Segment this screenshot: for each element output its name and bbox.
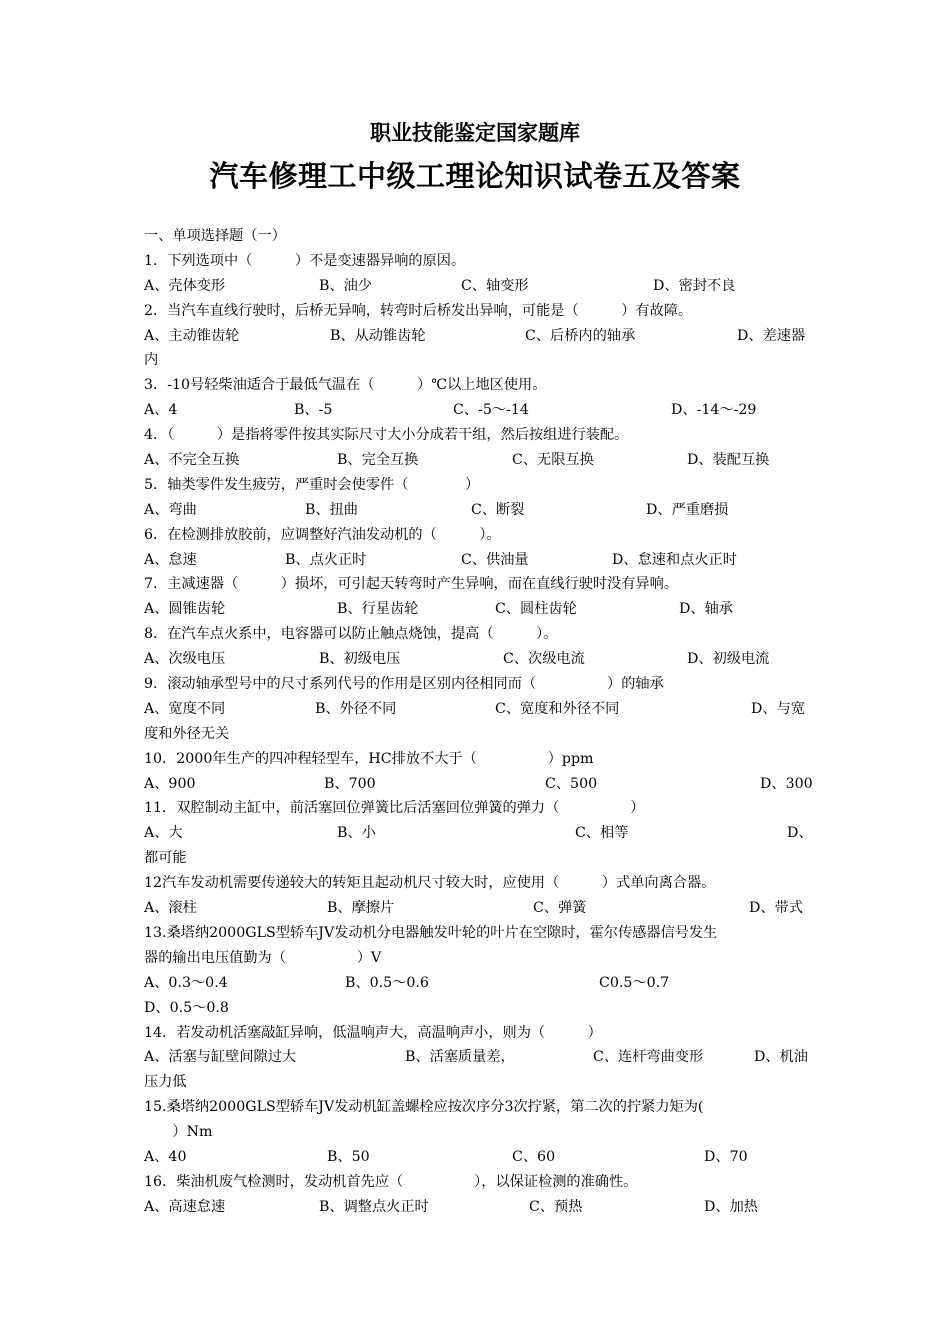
option-c: C、断裂 xyxy=(471,501,525,518)
option-c: C、60 xyxy=(512,1148,556,1165)
question-options xyxy=(144,1195,808,1220)
option-b: B、外径不同 xyxy=(315,700,397,717)
question-options xyxy=(144,498,808,523)
option-c: C、弹簧 xyxy=(533,900,587,917)
option-c: C、供油量 xyxy=(461,551,529,568)
section-title: 一、单项选择题（一） xyxy=(144,228,286,244)
question-options xyxy=(144,1145,808,1170)
question-stem: 14．若发动机活塞敲缸异响，低温响声大，高温响声小，则为（ ） xyxy=(144,1024,602,1041)
option-a: A、宽度不同 xyxy=(144,700,226,717)
option-a: A、滚柱 xyxy=(144,900,197,917)
question-stem: 1．下列选项中（ ）不是变速器异响的原因。 xyxy=(144,252,466,269)
question-options xyxy=(144,821,813,846)
option-b: B、小 xyxy=(337,825,376,842)
option-b: B、活塞质量差， xyxy=(405,1049,515,1066)
option-a: A、次级电压 xyxy=(144,651,226,668)
option-a: A、40 xyxy=(144,1148,187,1165)
option-d: D、严重磨损 xyxy=(646,501,729,518)
option-a: A、4 xyxy=(144,402,178,419)
option-c: C、连杆弯曲变形 xyxy=(593,1049,704,1066)
option-c: C、宽度和外径不同 xyxy=(495,700,620,717)
question-options xyxy=(144,324,808,349)
option-d: D、装配互换 xyxy=(687,452,770,469)
option-a: A、弯曲 xyxy=(144,501,197,518)
option-a: A、圆锥齿轮 xyxy=(144,601,226,618)
option-a: A、不完全互换 xyxy=(144,452,240,469)
question-options xyxy=(144,448,808,473)
question-options xyxy=(144,697,808,722)
option-continuation: 度和外径无关 xyxy=(144,725,230,742)
option-a: A、900 xyxy=(144,775,196,792)
question-options xyxy=(144,274,808,299)
option-c: C、圆柱齿轮 xyxy=(495,601,577,618)
question-stem: 7．主减速器（ ）损坏，可引起天转弯时产生异响，而在直线行驶时没有异响。 xyxy=(144,576,678,593)
question-options xyxy=(144,772,813,797)
option-d: D、与宽 xyxy=(751,700,805,717)
question-stem: 10．2000年生产的四冲程轻型车，HC排放不大于（ ）ppm xyxy=(144,750,594,767)
question-stem: 4．（ ）是指将零件按其实际尺寸大小分成若干组，然后按组进行装配。 xyxy=(144,427,629,444)
question-stem: 6．在检测排放胶前，应调整好汽油发动机的（ ）。 xyxy=(144,526,501,543)
option-b: B、700 xyxy=(324,775,376,792)
option-a: A、活塞与缸壁间隙过大 xyxy=(144,1049,297,1066)
question-stem-continuation: ）Nm xyxy=(144,1124,213,1141)
option-b: B、-5 xyxy=(294,402,333,419)
option-d: D、机油 xyxy=(754,1049,808,1066)
question-options xyxy=(144,398,808,423)
option-a: A、主动锥齿轮 xyxy=(144,327,240,344)
option-d: D、怠速和点火正时 xyxy=(612,551,737,568)
option-c: C、-5～-14 xyxy=(453,402,529,419)
question-list xyxy=(144,224,813,1220)
option-d: D、300 xyxy=(760,775,813,792)
question-options xyxy=(144,1045,808,1070)
option-d: D、初级电流 xyxy=(687,651,770,668)
option-b: B、完全互换 xyxy=(337,452,419,469)
option-c: C、轴变形 xyxy=(461,277,529,294)
option-d: D、密封不良 xyxy=(653,277,736,294)
question-options xyxy=(144,896,808,921)
option-d: D、 xyxy=(787,825,813,842)
question-options xyxy=(144,548,808,573)
document-title-line2: 汽车修理工中级工理论知识试卷五及答案 xyxy=(209,159,741,193)
question-stem-continuation: 器的输出电压值勤为（ ）V xyxy=(144,949,382,966)
option-continuation: 内 xyxy=(144,352,159,369)
question-options xyxy=(144,647,808,672)
document-title-line1: 职业技能鉴定国家题库 xyxy=(370,121,580,145)
option-c: C、无限互换 xyxy=(512,452,594,469)
option-continuation: 压力低 xyxy=(144,1074,187,1091)
option-d: D、-14～-29 xyxy=(671,402,757,419)
option-c: C、次级电流 xyxy=(503,651,585,668)
option-a: A、壳体变形 xyxy=(144,277,226,294)
option-d: D、轴承 xyxy=(679,601,733,618)
question-stem: 13.桑塔纳2000GLS型轿车JV发动机分电器触发叶轮的叶片在空隙时，霍尔传感器信号发生 xyxy=(144,924,718,941)
option-c: C、相等 xyxy=(575,825,629,842)
option-b: B、从动锥齿轮 xyxy=(330,327,426,344)
question-stem: 8．在汽车点火系中，电容器可以防止触点烧蚀，提高（ ）。 xyxy=(144,626,558,643)
option-a: A、0.3～0.4 xyxy=(144,974,228,991)
option-d: D、0.5～0.8 xyxy=(144,999,229,1016)
option-d: D、差速器 xyxy=(737,327,806,344)
question-stem: 9．滚动轴承型号中的尺寸系列代号的作用是区别内径相同而（ ）的轴承 xyxy=(144,676,664,693)
question-stem: 16．柴油机废气检测时，发动机首先应（ ），以保证检测的准确性。 xyxy=(144,1173,638,1190)
option-c: C0.5～0.7 xyxy=(599,974,670,991)
option-c: C、预热 xyxy=(529,1198,583,1215)
question-stem: 2．当汽车直线行驶时，后桥无异响，转弯时后桥发出异响，可能是（ ）有故障。 xyxy=(144,302,693,319)
option-b: B、摩擦片 xyxy=(327,900,395,917)
option-b: B、50 xyxy=(327,1148,370,1165)
question-stem: 3．-10号轻柴油适合于最低气温在（ ）℃以上地区使用。 xyxy=(144,377,547,394)
option-continuation: 都可能 xyxy=(144,850,187,867)
option-b: B、初级电压 xyxy=(319,651,401,668)
question-stem: 12汽车发动机需要传递较大的转矩且起动机尺寸较大时，应使用（ ）式单向离合器。 xyxy=(144,875,716,892)
question-options xyxy=(144,971,808,996)
option-a: A、高速怠速 xyxy=(144,1198,226,1215)
question-options xyxy=(144,597,808,622)
option-c: C、后桥内的轴承 xyxy=(525,327,636,344)
question-stem: 11．双腔制动主缸中，前活塞回位弹簧比后活塞回位弹簧的弹力（ ） xyxy=(144,800,645,817)
option-d: D、带式 xyxy=(749,900,803,917)
option-b: B、点火正时 xyxy=(285,551,367,568)
option-b: B、0.5～0.6 xyxy=(345,974,429,991)
option-b: B、油少 xyxy=(319,277,372,294)
option-d: D、70 xyxy=(704,1148,748,1165)
option-b: B、调整点火正时 xyxy=(319,1198,429,1215)
option-b: B、行星齿轮 xyxy=(337,601,419,618)
option-a: A、怠速 xyxy=(144,551,197,568)
question-stem: 5．轴类零件发生疲劳，严重时会使零件（ ） xyxy=(144,476,480,493)
option-c: C、500 xyxy=(545,775,598,792)
option-a: A、大 xyxy=(144,825,183,842)
option-b: B、扭曲 xyxy=(305,501,358,518)
question-stem: 15.桑塔纳2000GLS型轿车JV发动机缸盖螺栓应按次序分3次拧紧，第二次的拧紧力矩为( xyxy=(144,1099,704,1116)
option-d: D、加热 xyxy=(704,1198,758,1215)
